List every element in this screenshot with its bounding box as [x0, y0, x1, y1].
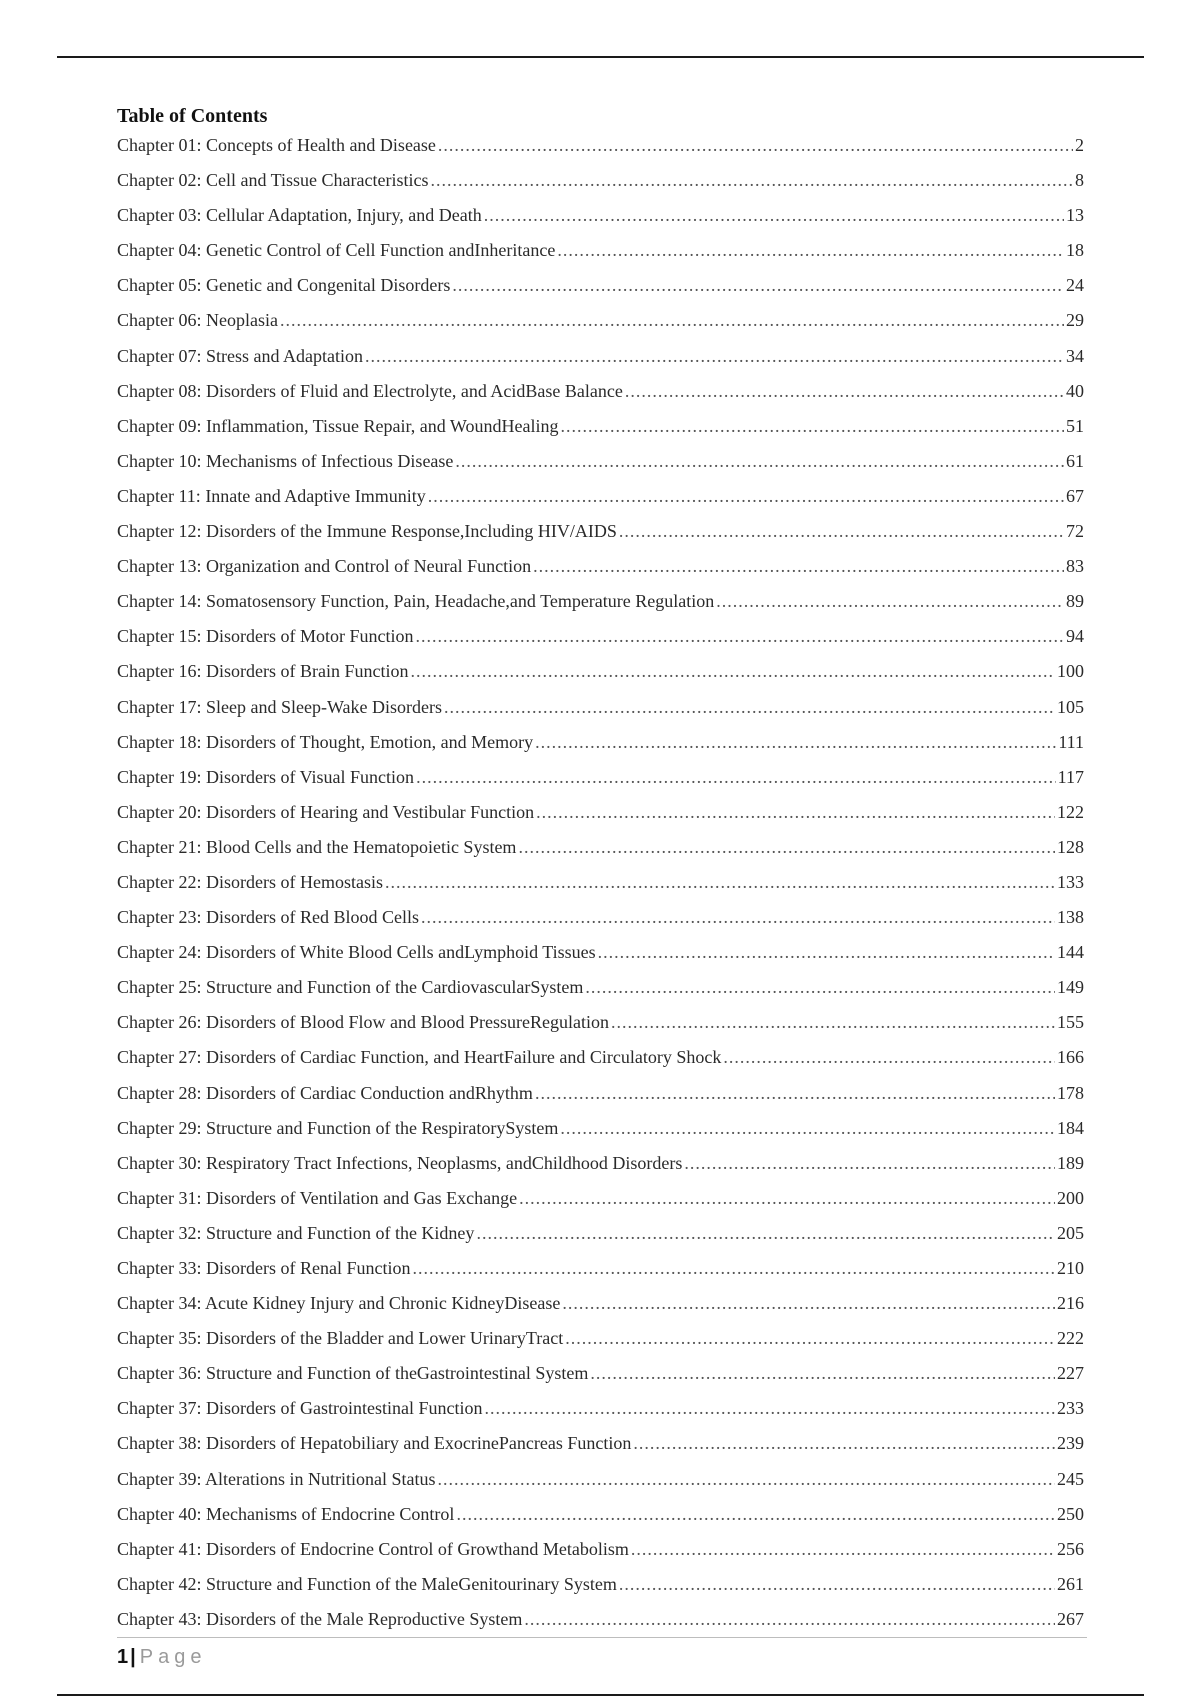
toc-entry-title: Chapter 38: Disorders of Hepatobiliary and ExocrinePancreas Function — [117, 1433, 632, 1454]
toc-entry-page: 227 — [1057, 1363, 1084, 1384]
dot-leader — [444, 692, 1055, 722]
toc-entry-title: Chapter 04: Genetic Control of Cell Function andInheritance — [117, 240, 556, 261]
toc-entry-title: Chapter 20: Disorders of Hearing and Vestibular Function — [117, 801, 535, 822]
page-number: 1 — [117, 1646, 129, 1668]
dot-leader — [412, 1253, 1055, 1283]
toc-entry-title: Chapter 18: Disorders of Thought, Emotion, and Memory — [117, 731, 534, 752]
toc-entry-title: Chapter 01: Concepts of Health and Disease — [117, 135, 436, 155]
dot-leader — [684, 1148, 1055, 1178]
toc-entry-page: 24 — [1066, 275, 1084, 296]
dot-leader — [385, 867, 1055, 897]
toc-entry[interactable] — [117, 1042, 1084, 1077]
toc-entry-title: Chapter 15: Disorders of Motor Function — [117, 626, 414, 647]
toc-entry[interactable] — [117, 305, 1084, 340]
toc-entry-page: 144 — [1057, 942, 1084, 963]
toc-entry-page: 133 — [1057, 871, 1084, 892]
page-footer — [117, 1644, 206, 1670]
toc-entry-page: 216 — [1057, 1293, 1084, 1314]
toc-entry-page: 117 — [1057, 766, 1084, 787]
dot-leader — [416, 762, 1056, 792]
toc-entry-page: 178 — [1057, 1082, 1084, 1103]
toc-entry-page: 29 — [1066, 310, 1084, 331]
dot-leader — [562, 1288, 1055, 1318]
toc-entry-page: 111 — [1058, 731, 1084, 752]
toc-entry-page: 261 — [1057, 1573, 1084, 1594]
toc-entry[interactable] — [117, 1499, 1084, 1534]
dot-leader — [565, 1323, 1055, 1353]
toc-entry-page: 40 — [1066, 380, 1084, 401]
toc-entry-page: 189 — [1057, 1152, 1084, 1173]
toc-entry-title: Chapter 37: Disorders of Gastrointestinal Function — [117, 1398, 483, 1419]
toc-entry-page: 105 — [1057, 696, 1084, 717]
toc-entry-title: Chapter 31: Disorders of Ventilation and Gas Exchange — [117, 1187, 518, 1208]
toc-entry[interactable] — [117, 832, 1084, 867]
toc-entry[interactable] — [117, 1148, 1084, 1183]
bottom-rule — [57, 1694, 1144, 1696]
toc-entry[interactable] — [117, 727, 1084, 762]
toc-entry[interactable] — [117, 1464, 1084, 1499]
dot-leader — [484, 1393, 1055, 1423]
dot-leader — [437, 1464, 1055, 1494]
dot-leader — [452, 270, 1064, 300]
dot-leader — [590, 1358, 1055, 1388]
toc-entry-title: Chapter 06: Neoplasia — [117, 310, 278, 331]
dot-leader — [533, 551, 1064, 581]
toc-entry-title: Chapter 23: Disorders of Red Blood Cells — [117, 907, 419, 928]
toc-entry-title: Chapter 32: Structure and Function of the Kidney — [117, 1222, 475, 1243]
toc-entry-title: Chapter 05: Genetic and Congenital Disorders — [117, 275, 451, 296]
toc-entry[interactable] — [117, 762, 1084, 797]
toc-entry[interactable] — [117, 551, 1084, 586]
dot-leader — [535, 1078, 1055, 1108]
toc-entry-title: Chapter 10: Mechanisms of Infectious Disease — [117, 450, 454, 471]
toc-entry-title: Chapter 26: Disorders of Blood Flow and Blood PressureRegulation — [117, 1012, 609, 1033]
toc-entry[interactable] — [117, 1428, 1084, 1463]
dot-leader — [723, 1042, 1055, 1072]
toc-entry[interactable] — [117, 376, 1084, 411]
dot-leader — [280, 305, 1064, 335]
toc-entry[interactable] — [117, 200, 1084, 235]
dot-leader — [611, 1007, 1055, 1037]
dot-leader — [524, 1604, 1055, 1634]
dot-leader — [619, 1569, 1055, 1599]
dot-leader — [365, 341, 1064, 371]
dot-leader — [456, 1499, 1055, 1529]
dot-leader — [421, 902, 1055, 932]
toc-entry-title: Chapter 42: Structure and Function of the MaleGenitourinary System — [117, 1573, 617, 1594]
dot-leader — [415, 621, 1064, 651]
dot-leader — [519, 1183, 1055, 1213]
page-label: Page — [139, 1646, 207, 1668]
toc-entry[interactable] — [117, 1183, 1084, 1218]
toc-entry[interactable] — [117, 1253, 1084, 1288]
toc-entry[interactable] — [117, 902, 1084, 937]
toc-entry-title: Chapter 33: Disorders of Renal Function — [117, 1258, 411, 1278]
toc-entry[interactable] — [117, 1358, 1084, 1393]
toc-entry-page: 245 — [1057, 1468, 1084, 1489]
toc-entry-page: 8 — [1075, 170, 1084, 191]
dot-leader — [598, 937, 1055, 967]
toc-entry-title: Chapter 22: Disorders of Hemostasis — [117, 871, 383, 892]
toc-entry[interactable] — [117, 972, 1084, 1007]
toc-entry-title: Chapter 30: Respiratory Tract Infections, Neoplasms, andChildhood Disorders — [117, 1152, 683, 1173]
toc-entry-title: Chapter 24: Disorders of White Blood Cells andLymphoid Tissues — [117, 942, 596, 963]
dot-leader — [585, 972, 1055, 1002]
toc-entry[interactable] — [117, 1007, 1084, 1042]
toc-entry-page: 67 — [1066, 485, 1084, 506]
toc-entry-title: Chapter 02: Cell and Tissue Characteristics — [117, 170, 429, 191]
dot-leader — [428, 481, 1064, 511]
toc-entry-page: 250 — [1057, 1503, 1084, 1524]
toc-title: Table of Contents — [117, 105, 268, 127]
dot-leader — [560, 411, 1064, 441]
dot-leader — [633, 1428, 1055, 1458]
toc-entry-title: Chapter 25: Structure and Function of the CardiovascularSystem — [117, 977, 584, 998]
toc-entry-title: Chapter 36: Structure and Function of theGastrointestinal System — [117, 1363, 589, 1384]
toc-entry-title: Chapter 16: Disorders of Brain Function — [117, 661, 409, 682]
toc-entry-page: 239 — [1057, 1433, 1084, 1454]
toc-entry-page: 89 — [1066, 591, 1084, 612]
toc-entry-page: 51 — [1066, 415, 1084, 436]
toc-entry[interactable] — [117, 341, 1084, 376]
toc-entry[interactable] — [117, 1534, 1084, 1569]
page-separator: | — [130, 1646, 136, 1668]
toc-entry[interactable] — [117, 1078, 1084, 1113]
toc-entry[interactable] — [117, 411, 1084, 446]
toc-entry-page: 18 — [1066, 240, 1084, 261]
toc-entry-page: 34 — [1066, 345, 1084, 366]
toc-entry[interactable] — [117, 937, 1084, 972]
dot-leader — [410, 656, 1055, 686]
toc-entry-title: Chapter 41: Disorders of Endocrine Control of Growthand Metabolism — [117, 1538, 629, 1559]
toc-entry[interactable] — [117, 130, 1084, 165]
toc-entry-page: 256 — [1057, 1538, 1084, 1559]
toc-entry[interactable] — [117, 516, 1084, 551]
toc-entry[interactable] — [117, 165, 1084, 200]
toc-entry[interactable] — [117, 1604, 1084, 1639]
toc-entry-title: Chapter 39: Alterations in Nutritional Status — [117, 1468, 436, 1489]
toc-entry[interactable] — [117, 586, 1084, 621]
toc-entry[interactable] — [117, 621, 1084, 656]
toc-entry-title: Chapter 21: Blood Cells and the Hematopoietic System — [117, 836, 517, 857]
toc-entry-page: 149 — [1057, 977, 1084, 998]
toc-entry-page: 233 — [1057, 1398, 1084, 1419]
toc-entry-page: 210 — [1057, 1258, 1084, 1278]
toc-entry-title: Chapter 12: Disorders of the Immune Response,Including HIV/AIDS — [117, 521, 617, 542]
toc-entry-title: Chapter 17: Sleep and Sleep-Wake Disorders — [117, 696, 442, 717]
toc-entry[interactable] — [117, 797, 1084, 832]
toc-entry[interactable] — [117, 481, 1084, 516]
toc-entry-title: Chapter 09: Inflammation, Tissue Repair, and WoundHealing — [117, 415, 559, 436]
toc-entry[interactable] — [117, 656, 1084, 691]
toc-entry-title: Chapter 34: Acute Kidney Injury and Chronic KidneyDisease — [117, 1293, 561, 1314]
toc-entry-title: Chapter 11: Innate and Adaptive Immunity — [117, 485, 426, 506]
toc-entry-page: 61 — [1066, 450, 1084, 471]
toc-entry[interactable] — [117, 867, 1084, 902]
toc-entry-title: Chapter 43: Disorders of the Male Reproductive System — [117, 1608, 523, 1629]
toc-entry-page: 267 — [1057, 1608, 1084, 1629]
toc-entry-page: 72 — [1066, 521, 1084, 542]
dot-leader — [536, 797, 1055, 827]
dot-leader — [535, 727, 1056, 757]
dot-leader — [560, 1113, 1055, 1143]
toc-entry[interactable] — [117, 1113, 1084, 1148]
toc-entry-page: 100 — [1057, 661, 1084, 682]
toc-entry-page: 13 — [1066, 205, 1084, 226]
toc-entry[interactable] — [117, 1393, 1084, 1428]
toc-entry-page: 2 — [1075, 135, 1084, 155]
toc-entry-page: 166 — [1057, 1047, 1084, 1068]
toc-entry-title: Chapter 14: Somatosensory Function, Pain, Headache,and Temperature Regulation — [117, 591, 715, 612]
toc-list — [117, 130, 1084, 1639]
toc-entry-page: 200 — [1057, 1187, 1084, 1208]
dot-leader — [619, 516, 1064, 546]
toc-entry-title: Chapter 19: Disorders of Visual Function — [117, 766, 415, 787]
toc-entry-title: Chapter 29: Structure and Function of the RespiratorySystem — [117, 1117, 559, 1138]
toc-entry-page: 128 — [1057, 836, 1084, 857]
toc-entry-title: Chapter 07: Stress and Adaptation — [117, 345, 363, 366]
toc-entry-page: 222 — [1057, 1328, 1084, 1349]
toc-entry-page: 122 — [1057, 801, 1084, 822]
toc-entry-page: 83 — [1066, 556, 1084, 577]
dot-leader — [557, 235, 1064, 265]
toc-entry-title: Chapter 28: Disorders of Cardiac Conduction andRhythm — [117, 1082, 533, 1103]
toc-entry[interactable] — [117, 446, 1084, 481]
toc-entry-page: 205 — [1057, 1222, 1084, 1243]
toc-entry[interactable] — [117, 235, 1084, 270]
footer-rule — [117, 1637, 1087, 1638]
dot-leader — [430, 165, 1073, 195]
dot-leader — [518, 832, 1055, 862]
toc-entry-title: Chapter 40: Mechanisms of Endocrine Control — [117, 1503, 455, 1524]
toc-entry-title: Chapter 08: Disorders of Fluid and Electrolyte, and AcidBase Balance — [117, 380, 623, 401]
dot-leader — [625, 376, 1064, 406]
toc-entry[interactable] — [117, 692, 1084, 727]
dot-leader — [455, 446, 1064, 476]
toc-entry-page: 94 — [1066, 626, 1084, 647]
dot-leader — [631, 1534, 1055, 1564]
toc-entry[interactable] — [117, 1218, 1084, 1253]
dot-leader — [438, 130, 1073, 160]
toc-entry[interactable] — [117, 1288, 1084, 1323]
toc-entry-title: Chapter 13: Organization and Control of Neural Function — [117, 556, 532, 577]
toc-entry-title: Chapter 27: Disorders of Cardiac Function, and HeartFailure and Circulatory Shock — [117, 1047, 722, 1068]
toc-entry-page: 155 — [1057, 1012, 1084, 1033]
toc-entry-page: 184 — [1057, 1117, 1084, 1138]
dot-leader — [716, 586, 1064, 616]
toc-entry-title: Chapter 35: Disorders of the Bladder and Lower UrinaryTract — [117, 1328, 564, 1349]
toc-entry-page: 138 — [1057, 907, 1084, 928]
dot-leader — [484, 200, 1064, 230]
toc-entry-title: Chapter 03: Cellular Adaptation, Injury, and Death — [117, 205, 482, 226]
toc-entry[interactable] — [117, 270, 1084, 305]
toc-entry[interactable] — [117, 1569, 1084, 1604]
header-rule — [57, 56, 1144, 58]
toc-entry[interactable] — [117, 1323, 1084, 1358]
dot-leader — [476, 1218, 1055, 1248]
